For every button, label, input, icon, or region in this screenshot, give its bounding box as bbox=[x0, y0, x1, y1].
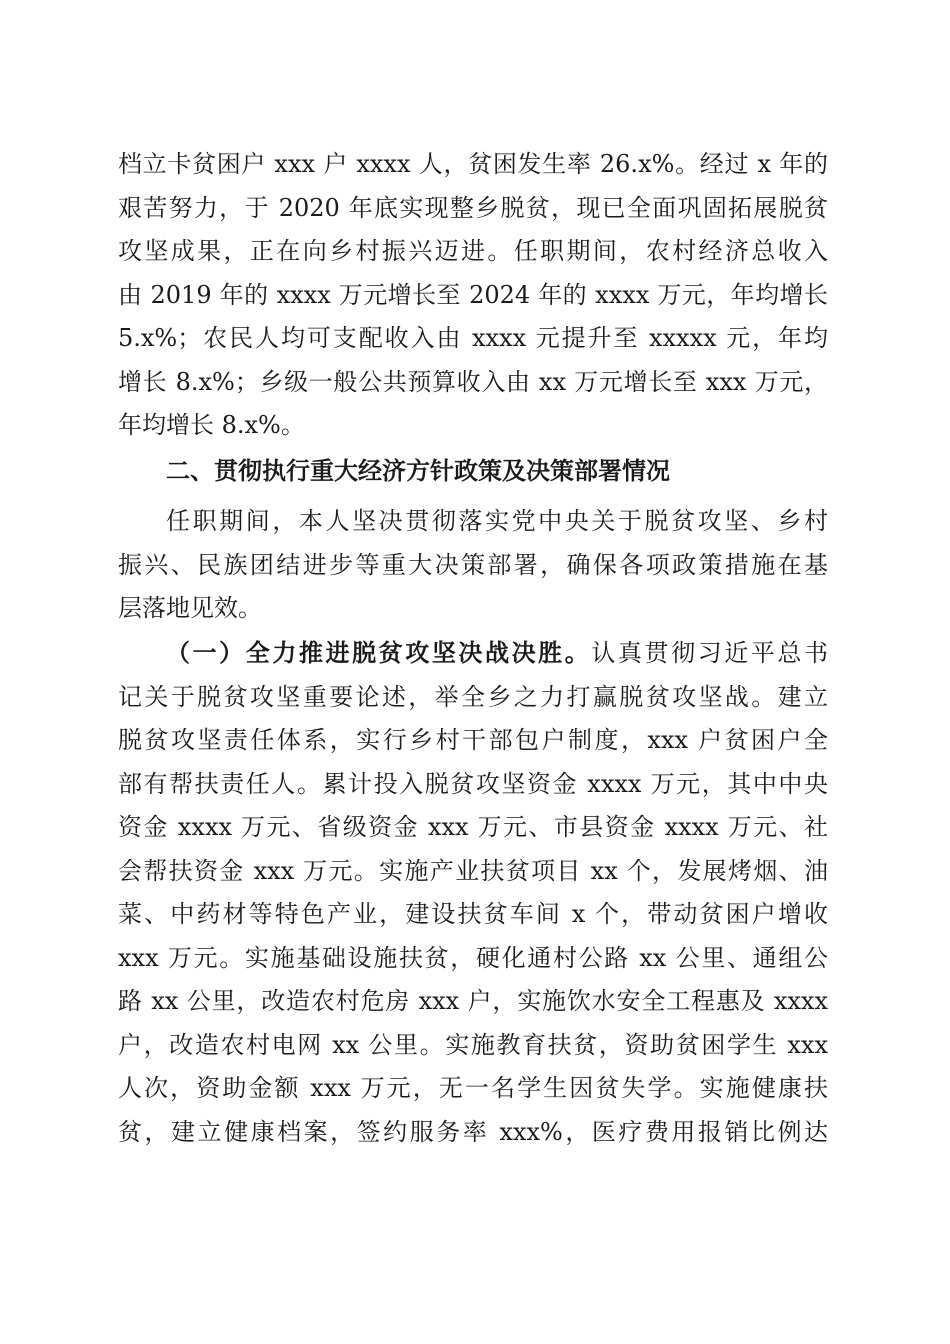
paragraph-policy-intro bbox=[118, 500, 828, 631]
text-line: 会帮扶资金 xxx 万元。实施产业扶贫项目 xx 个，发展烤烟、油 bbox=[118, 856, 828, 885]
text-line: 艰苦努力，于 2020 年底实现整乡脱贫，现已全面巩固拓展脱贫 bbox=[118, 193, 828, 222]
text-line: 档立卡贫困户 xxx 户 xxxx 人，贫困发生率 26.x%。经过 x 年的 bbox=[118, 150, 828, 178]
text-line: 路 xx 公里，改造农村危房 xxx 户，实施饮水安全工程惠及 xxxx bbox=[118, 987, 828, 1015]
text-line: 脱贫攻坚责任体系，实行乡村干部包户制度，xxx 户贫困户全 bbox=[118, 726, 828, 754]
text-line-rest: 认真贯彻习近平总书 bbox=[591, 639, 829, 667]
text-line: 户，改造农村电网 xx 公里。实施教育扶贫，资助贫困学生 xxx bbox=[118, 1030, 828, 1059]
text-line: 记关于脱贫攻坚重要论述，举全乡之力打赢脱贫攻坚战。建立 bbox=[118, 682, 828, 711]
paragraph-poverty-alleviation bbox=[118, 632, 828, 1154]
text-line: 年均增长 8.x%。 bbox=[118, 411, 305, 439]
text-line: 任职期间，本人坚决贯彻落实党中央关于脱贫攻坚、乡村 bbox=[166, 507, 828, 535]
text-line: 振兴、民族团结进步等重大决策部署，确保各项政策措施在基 bbox=[118, 550, 828, 579]
text-line: 人次，资助金额 xxx 万元，无一名学生因贫失学。实施健康扶 bbox=[118, 1074, 828, 1102]
text-line: 部有帮扶责任人。累计投入脱贫攻坚资金 xxxx 万元，其中中央 bbox=[118, 769, 828, 798]
text-line: xxx 万元。实施基础设施扶贫，硬化通村公路 xx 公里、通组公 bbox=[118, 943, 828, 972]
text-line: 层落地见效。 bbox=[118, 594, 262, 622]
text-line: 5.x%；农民人均可支配收入由 xxxx 元提升至 xxxxx 元，年均 bbox=[118, 324, 828, 352]
paragraph-poverty-results bbox=[118, 143, 828, 448]
subsection-heading-1: （一）全力推进脱贫攻坚决战决胜。 bbox=[166, 639, 592, 667]
text-line: 增长 8.x%；乡级一般公共预算收入由 xx 万元增长至 xxx 万元， bbox=[118, 367, 828, 396]
text-line-lead bbox=[118, 632, 828, 676]
text-line: 菜、中药材等特色产业，建设扶贫车间 x 个，带动贫困户增收 bbox=[118, 900, 828, 928]
text-line: 资金 xxxx 万元、省级资金 xxx 万元、市县资金 xxxx 万元、社 bbox=[118, 813, 828, 841]
text-line: 贫，建立健康档案，签约服务率 xxx%，医疗费用报销比例达 bbox=[118, 1117, 828, 1146]
text-line: 由 2019 年的 xxxx 万元增长至 2024 年的 xxxx 万元，年均增长 bbox=[118, 280, 828, 309]
section-heading-2: 二、贯彻执行重大经济方针政策及决策部署情况 bbox=[166, 457, 670, 485]
text-line: 攻坚成果，正在向乡村振兴迈进。任职期间，农村经济总收入 bbox=[118, 237, 828, 265]
